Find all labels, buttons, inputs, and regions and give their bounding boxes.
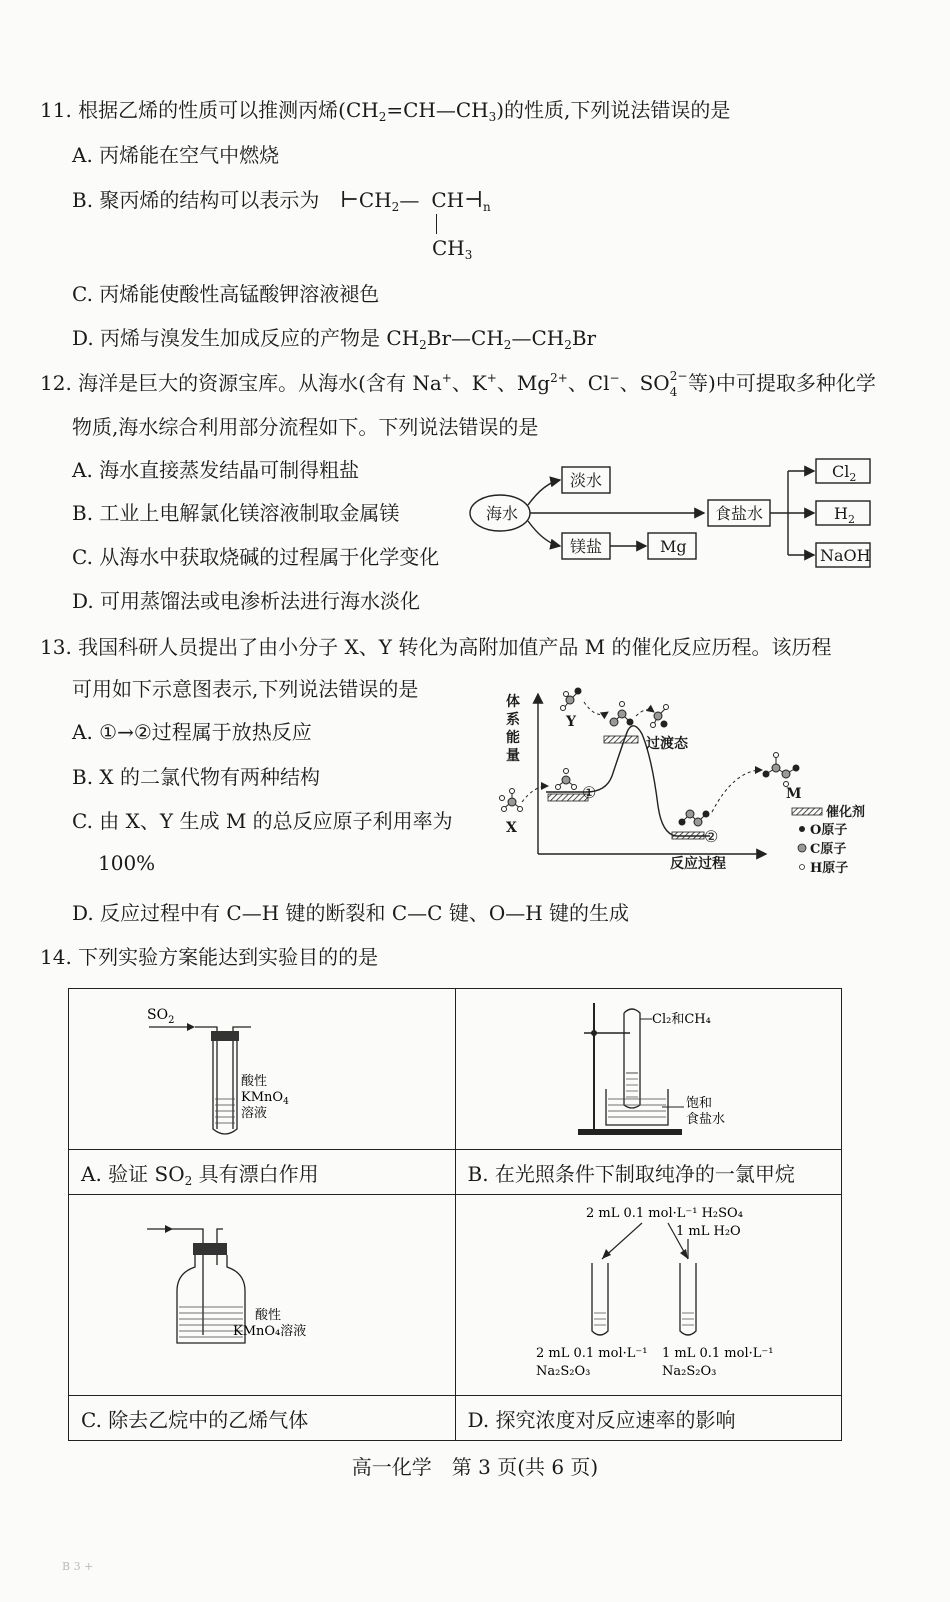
legend-h-atom [800, 865, 805, 870]
svg-text:镁盐: 镁盐 [570, 537, 603, 556]
catalyst-state2 [672, 832, 704, 839]
svg-text:系: 系 [506, 712, 520, 728]
polypropylene-methyl: $CH_3$ [432, 236, 473, 262]
experiment-table [68, 988, 842, 1441]
svg-text:X: X [506, 820, 517, 836]
svg-text:食盐水: 食盐水 [685, 1112, 725, 1127]
q11-option-b: B. 聚丙烯的结构可以表示为 [72, 188, 320, 212]
experiment-a-caption: A. 验证 $SO_2$ 具有漂白作用 [69, 1150, 456, 1195]
experiment-d-figure [455, 1195, 842, 1396]
svg-text:溶液: 溶液 [241, 1106, 268, 1121]
svg-text:KMnO₄溶液: KMnO₄溶液 [233, 1324, 307, 1339]
svg-text:NaOH: NaOH [820, 546, 871, 565]
q12-stem-line1: 12. 海洋是巨大的资源宝库。从海水(含有 Na+、K+、$Mg^{2+}$、Cl−、SO 2− 4 等)中可提取多种化学 [40, 369, 876, 399]
experiment-b-caption: B. 在光照条件下制取纯净的一氯甲烷 [455, 1150, 842, 1195]
svg-text:催化剂: 催化剂 [826, 805, 866, 820]
svg-text:2 mL 0.1 mol·L⁻¹ H₂SO₄: 2 mL 0.1 mol·L⁻¹ H₂SO₄ [585, 1206, 743, 1221]
molecule-y [561, 688, 582, 711]
svg-text:1 mL 0.1 mol·L⁻¹: 1 mL 0.1 mol·L⁻¹ [661, 1346, 773, 1361]
q14-stem: 14. 下列实验方案能达到实验目的的是 [40, 945, 379, 969]
q12-option-d: D. 可用蒸馏法或电渗析法进行海水淡化 [72, 589, 421, 613]
legend-o-atom [799, 826, 805, 832]
svg-text:M: M [786, 786, 802, 802]
q11-option-a: A. 丙烯能在空气中燃烧 [72, 143, 280, 167]
q13-option-b: B. X 的二氯代物有两种结构 [72, 765, 321, 789]
experiment-c-caption: C. 除去乙烷中的乙烯气体 [69, 1396, 456, 1441]
svg-text:①: ① [582, 783, 597, 802]
q13-option-c-cont: 100% [98, 851, 156, 875]
svg-text:过渡态: 过渡态 [646, 736, 688, 752]
q11-option-d: D. 丙烯与溴发生加成反应的产物是 $CH_2Br—CH_2—CH_2Br$ [72, 326, 597, 352]
experiment-c-figure [69, 1195, 456, 1396]
svg-text:O原子: O原子 [810, 823, 848, 838]
q11-option-c: C. 丙烯能使酸性高锰酸钾溶液褪色 [72, 282, 380, 306]
svg-text:H原子: H原子 [810, 861, 849, 876]
svg-text:反应过程: 反应过程 [670, 856, 726, 872]
experiment-d-caption: D. 探究浓度对反应速率的影响 [455, 1396, 842, 1441]
polypropylene-formula: $⊢CH_2—$ $CH⊣_n$ [340, 188, 491, 214]
q11-stem: 11. 根据乙烯的性质可以推测丙烯$(CH_2=CH—CH_3)$的性质,下列说法错误的是 [40, 98, 731, 124]
molecule-m [763, 753, 799, 787]
svg-text:饱和: 饱和 [685, 1096, 712, 1111]
svg-text:Na₂S₂O₃: Na₂S₂O₃ [535, 1364, 590, 1379]
experiment-b-figure [455, 989, 842, 1150]
svg-text:2 mL 0.1 mol·L⁻¹: 2 mL 0.1 mol·L⁻¹ [535, 1346, 647, 1361]
molecule-transition [610, 702, 633, 727]
q13-option-c: C. 由 X、Y 生成 M 的总反应原子利用率为 [72, 809, 453, 833]
svg-text:②: ② [704, 827, 719, 846]
experiment-a-figure [69, 989, 456, 1150]
legend-catalyst [792, 808, 822, 815]
molecule-free [651, 705, 669, 728]
q13-stem-line1: 13. 我国科研人员提出了由小分子 X、Y 转化为高附加值产品 M 的催化反应历程。该历程 [40, 635, 832, 659]
svg-text:能: 能 [506, 730, 520, 746]
seawater-flow-diagram [466, 455, 886, 580]
svg-text:KMnO4: KMnO$_4$ [241, 1090, 289, 1107]
svg-text:食盐水: 食盐水 [715, 504, 764, 523]
legend-c-atom [798, 844, 806, 852]
q13-option-a: A. ①→②过程属于放热反应 [72, 720, 312, 744]
svg-text:酸性: 酸性 [255, 1308, 282, 1323]
svg-text:C原子: C原子 [810, 842, 847, 857]
page-footer: 高一化学 第 3 页(共 6 页) [351, 1455, 599, 1479]
svg-text:Cl2: $Cl_2$ [832, 462, 857, 484]
svg-text:量: 量 [506, 748, 520, 764]
svg-text:Mg: Mg [660, 537, 687, 556]
svg-text:SO2: $SO_2$ [147, 1007, 175, 1026]
q12-option-c: C. 从海水中获取烧碱的过程属于化学变化 [72, 545, 440, 569]
q12-option-b: B. 工业上电解氯化镁溶液制取金属镁 [72, 501, 400, 525]
q12-stem-line2: 物质,海水综合利用部分流程如下。下列说法错误的是 [72, 415, 539, 439]
svg-text:Cl₂和CH₄: Cl₂和CH₄ [651, 1012, 711, 1027]
svg-text:体: 体 [506, 694, 520, 710]
q13-option-d: D. 反应过程中有 C—H 键的断裂和 C—C 键、O—H 键的生成 [72, 901, 630, 925]
svg-text:淡水: 淡水 [570, 471, 603, 490]
svg-text:海水: 海水 [486, 504, 519, 523]
catalyst-transition [604, 736, 638, 743]
molecule-state2 [679, 810, 709, 826]
scan-stamp: B 3 + [62, 1560, 94, 1573]
svg-text:H2: $H_2$ [834, 504, 855, 526]
molecule-state1 [556, 769, 577, 790]
svg-text:酸性: 酸性 [241, 1074, 268, 1089]
svg-text:Y: Y [566, 714, 576, 730]
q13-stem-line2: 可用如下示意图表示,下列说法错误的是 [72, 677, 419, 701]
q12-option-a: A. 海水直接蒸发结晶可制得粗盐 [72, 458, 360, 482]
polypropylene-bond [436, 214, 437, 234]
molecule-x [500, 789, 523, 812]
svg-text:1 mL H₂O: 1 mL H₂O [675, 1224, 741, 1239]
reaction-energy-diagram [486, 678, 886, 878]
svg-text:Na₂S₂O₃: Na₂S₂O₃ [661, 1364, 716, 1379]
